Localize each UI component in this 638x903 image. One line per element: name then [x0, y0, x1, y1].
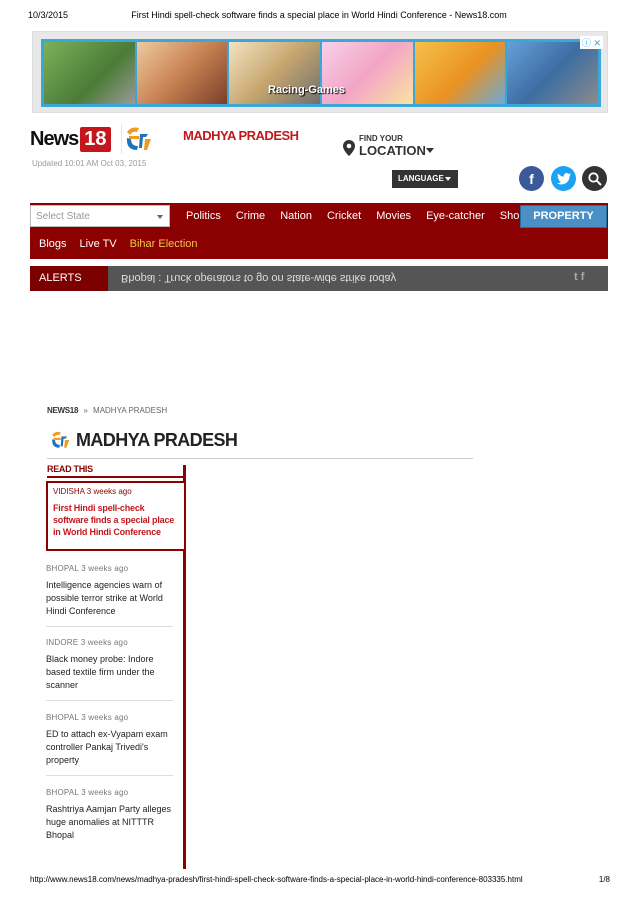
story-headline[interactable]: First Hindi spell-check software finds a special place in World Hindi Conference — [53, 503, 175, 537]
ad-image-strip[interactable] — [41, 39, 601, 107]
alerts-share-icons[interactable]: t f — [574, 271, 585, 283]
language-label: LANGUAGE — [398, 174, 444, 183]
twitter-icon[interactable] — [551, 166, 576, 191]
story-headline[interactable]: Rashtriya Aamjan Party alleges huge anomalies at NITTTR Bhopal — [46, 804, 172, 840]
story-headline[interactable]: ED to attach ex-Vyapam exam controller Pankaj Trivedi's property — [46, 729, 168, 765]
language-dropdown[interactable] — [392, 170, 458, 188]
alerts-label: ALERTS — [30, 266, 108, 291]
nav-secondary — [39, 238, 198, 250]
print-date: 10/3/2015 — [28, 10, 69, 20]
updated-timestamp: Updated 10:01 AM Oct 03, 2015 — [32, 159, 147, 168]
nav-item-blogs[interactable]: Blogs — [39, 238, 67, 250]
nav-item-cricket[interactable]: Cricket — [326, 210, 362, 222]
nav-item-crime[interactable]: Crime — [235, 210, 266, 222]
logo-18-text: 18 — [80, 127, 110, 152]
nav-item-nation[interactable]: Nation — [280, 210, 312, 222]
breadcrumb-separator: » — [83, 406, 88, 415]
print-title: First Hindi spell-check software finds a special place in World Hindi Conference - News18.com — [131, 10, 507, 20]
nav-item-movies[interactable]: Movies — [376, 210, 412, 222]
print-page-number: 1/8 — [598, 875, 610, 884]
find-your-label: FIND YOUR — [359, 134, 403, 143]
nav-item-live-tv[interactable]: Live TV — [79, 238, 117, 250]
nav-item-shows[interactable]: Sho — [499, 210, 520, 222]
page-title-text: MADHYA PRADESH — [76, 429, 238, 450]
search-button[interactable] — [582, 166, 607, 191]
ad-tile[interactable] — [137, 42, 230, 104]
property-button[interactable]: PROPERTY — [520, 205, 607, 228]
nav-item-bihar-election[interactable]: Bihar Election — [129, 238, 198, 250]
site-logo[interactable] — [30, 122, 155, 156]
print-footer — [0, 875, 638, 889]
story-meta: BHOPAL 3 weeks ago — [46, 713, 129, 722]
divider — [46, 775, 173, 776]
chevron-down-icon — [157, 215, 163, 219]
list-item[interactable] — [46, 638, 174, 692]
print-url: http://www.news18.com/news/madhya-pradesh/first-hindi-spell-check-software-finds-a-special-place-in-world-hindi-conference-803335.html — [30, 875, 523, 884]
story-meta: INDORE 3 weeks ago — [46, 638, 128, 647]
story-headline[interactable]: Intelligence agencies warn of possible terror strike at World Hindi Conference — [46, 580, 163, 616]
ad-tile[interactable] — [415, 42, 508, 104]
ad-close-icon[interactable]: ⓘ ✕ — [581, 38, 601, 48]
divider — [47, 458, 473, 459]
read-this-rule — [47, 476, 185, 478]
nav-item-eye-catcher[interactable]: Eye-catcher — [426, 210, 485, 222]
list-item[interactable] — [46, 564, 174, 618]
nav-primary — [186, 210, 520, 222]
ad-tile[interactable] — [507, 42, 598, 104]
location-label: LOCATION — [359, 143, 426, 158]
featured-story[interactable] — [46, 481, 186, 551]
chevron-down-icon — [426, 148, 434, 153]
twitter-bird-icon — [557, 173, 571, 185]
state-title[interactable]: MADHYA PRADESH — [183, 128, 299, 143]
breadcrumb-current: MADHYA PRADESH — [93, 406, 168, 415]
map-pin-icon — [343, 140, 355, 156]
divider — [46, 626, 173, 627]
etv-logo-icon — [121, 122, 155, 156]
nav-item-politics[interactable]: Politics — [186, 210, 221, 222]
alerts-ticker[interactable]: Bhopal : Truck operators to go on state-wide strike today — [121, 272, 397, 284]
breadcrumb — [47, 406, 167, 415]
story-meta: BHOPAL 3 weeks ago — [46, 564, 129, 573]
page-title — [47, 428, 237, 452]
story-meta: BHOPAL 3 weeks ago — [46, 788, 129, 797]
story-meta: VIDISHA 3 weeks ago — [53, 487, 132, 496]
list-item[interactable] — [46, 713, 174, 767]
state-select[interactable] — [30, 205, 170, 227]
logo-news-text: News — [30, 127, 79, 150]
state-select-value: Select State — [36, 211, 90, 222]
etv-logo-icon — [47, 428, 73, 452]
divider — [46, 700, 173, 701]
advertisement-banner[interactable] — [32, 31, 608, 113]
read-this-heading: READ THIS — [47, 464, 93, 474]
story-headline[interactable]: Black money probe: Indore based textile firm under the scanner — [46, 654, 155, 690]
facebook-icon[interactable]: f — [519, 166, 544, 191]
chevron-down-icon — [445, 177, 451, 181]
search-icon — [588, 172, 602, 186]
print-header — [0, 10, 638, 24]
ad-tile[interactable] — [44, 42, 137, 104]
breadcrumb-home[interactable]: NEWS18 — [47, 406, 79, 415]
ad-text: Racing-Games — [268, 84, 346, 96]
list-item[interactable] — [46, 788, 174, 842]
